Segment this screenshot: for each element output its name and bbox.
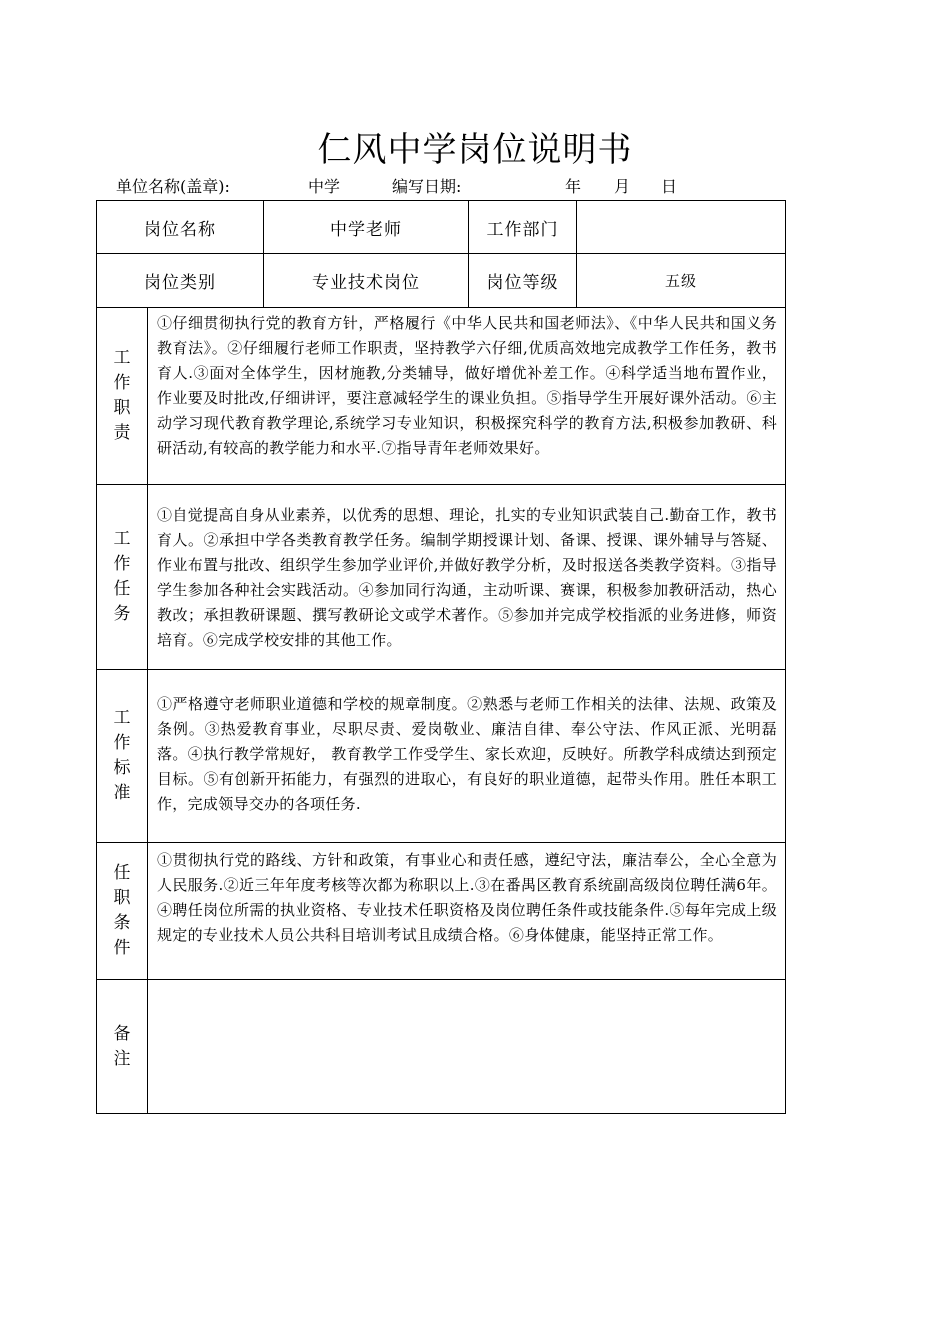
- section-content: ①贯彻执行党的路线、方针和政策，有事业心和责任感，遵纪守法，廉洁奉公，全心全意为人民服务.②近三年年度考核等次都为称职以上.③在番禺区教育系统副高级岗位聘任满6年。④聘任岗位所需的执业资格、专业技术任职资格及岗位聘任条件或技能条件.⑤每年完成上级规定的专业技术人员公共科目培训考试且成绩合格。⑥身体健康，能坚持正常工作。: [148, 843, 786, 980]
- date-day: 日: [661, 177, 678, 196]
- section-content: ①自觉提高自身从业素养，以优秀的思想、理论，扎实的专业知识武装自己.勤奋工作，教书育人。②承担中学各类教育教学任务。编制学期授课计划、备课、授课、课外辅导与答疑、作业布置与批改、组织学生参加学业评价,并做好教学分析，及时报送各类教学资料。③指导学生参加各种社会实践活动。④参加同行沟通，主动听课、赛课，积极参加教研活动，热心教改；承担教研课题、撰写教研论文或学术著作。⑤参加并完成学校指派的业务进修，师资培育。⑥完成学校安排的其他工作。: [148, 485, 786, 670]
- position-name-value: 中学老师: [264, 201, 469, 254]
- unit-name-label: 单位名称(盖章):: [116, 177, 230, 196]
- position-grade-value: 五级: [577, 254, 786, 308]
- section-row-tasks: [97, 485, 786, 670]
- unit-name-value: 中学: [308, 177, 341, 196]
- section-label: 任 职 条 件: [97, 843, 148, 980]
- section-content: ①仔细贯彻执行党的教育方针，严格履行《中华人民共和国老师法》、《中华人民共和国义务教育法》。②仔细履行老师工作职责，坚持教学六仔细,优质高效地完成教学工作任务，教书育人.③面对全体学生，因材施教,分类辅导，做好增优补差工作。④科学适当地布置作业，作业要及时批改,仔细讲评，要注意减轻学生的课业负担。⑤指导学生开展好课外活动。⑥主动学习现代教育教学理论,系统学习专业知识，积极探究科学的教育方法,积极参加教研、科研活动,有较高的教学能力和水平.⑦指导青年老师效果好。: [148, 308, 786, 485]
- page-title: 仁风中学岗位说明书: [317, 130, 633, 170]
- header-row: [97, 254, 786, 308]
- section-content: [148, 980, 786, 1114]
- department-value: [577, 201, 786, 254]
- job-description-table: [96, 200, 786, 1114]
- section-row-qualifications: [97, 843, 786, 980]
- department-label: 工作部门: [469, 201, 577, 254]
- date-month: 月: [614, 177, 631, 196]
- section-content: ①严格遵守老师职业道德和学校的规章制度。②熟悉与老师工作相关的法律、法规、政策及条例。③热爱教育事业，尽职尽责、爱岗敬业、廉洁自律、奉公守法、作风正派、光明磊落。④执行教学常规好， 教育教学工作受学生、家长欢迎，反映好。所教学科成绩达到预定目标。⑤有创新开拓能力，有强烈的进取心，有良好的职业道德，起带头作用。胜任本职工作，完成领导交办的各项任务.: [148, 670, 786, 843]
- position-category-label: 岗位类别: [97, 254, 264, 308]
- date-year: 年: [565, 177, 582, 196]
- position-name-label: 岗位名称: [97, 201, 264, 254]
- section-row-standards: [97, 670, 786, 843]
- position-category-value: 专业技术岗位: [264, 254, 469, 308]
- section-label: 备 注: [97, 980, 148, 1114]
- section-label: 工 作 职 责: [97, 308, 148, 485]
- header-row: [97, 201, 786, 254]
- meta-line: [116, 176, 816, 198]
- section-row-duties: [97, 308, 786, 485]
- position-grade-label: 岗位等级: [469, 254, 577, 308]
- section-row-remarks: [97, 980, 786, 1114]
- date-label: 编写日期:: [392, 177, 462, 196]
- section-label: 工 作 任 务: [97, 485, 148, 670]
- section-label: 工 作 标 准: [97, 670, 148, 843]
